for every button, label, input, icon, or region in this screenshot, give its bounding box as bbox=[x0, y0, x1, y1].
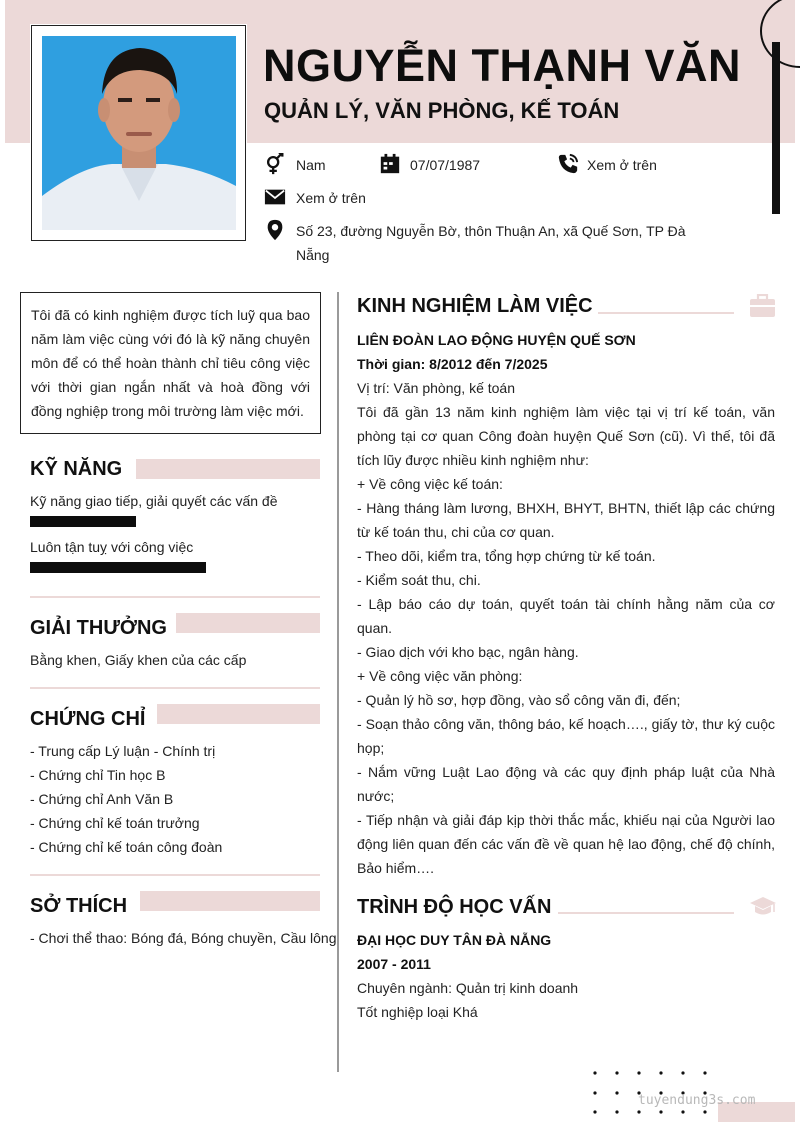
summary-box: Tôi đã có kinh nghiệm được tích luỹ qua bao năm làm việc cùng với đó là kỹ năng chuyên môn để có thể hoàn thành chỉ tiêu công việc với thời gian ngắn nhất và hoà đồng với đồng nghiệp trong môi trường làm việc mới. bbox=[20, 292, 321, 434]
address-line-1: Số 23, đường Nguyễn Bờ, thôn Thuận An, xã Quế Sơn, TP Đà bbox=[296, 223, 686, 239]
email-value: Xem ở trên bbox=[296, 190, 366, 206]
location-icon bbox=[264, 219, 286, 241]
skill-label: Luôn tận tuỵ với công việc bbox=[30, 539, 194, 555]
experience-title: KINH NGHIỆM LÀM VIỆC bbox=[357, 295, 593, 317]
section-divider bbox=[30, 596, 320, 598]
certificate-item: - Chứng chỉ kế toán trưởng bbox=[30, 815, 200, 831]
skills-title-accent bbox=[136, 459, 320, 479]
education-years: 2007 - 2011 bbox=[357, 956, 431, 972]
calendar-icon bbox=[379, 153, 401, 175]
phone-value: Xem ở trên bbox=[587, 157, 657, 173]
education-content bbox=[357, 928, 775, 1024]
hobbies-title: SỞ THÍCH bbox=[30, 895, 128, 917]
experience-line: - Hàng tháng làm lương, BHXH, BHYT, BHTN, thiết lập các chứng từ kế toán thu, chi của cơ quan. bbox=[357, 500, 775, 540]
portrait-illustration bbox=[42, 36, 236, 230]
experience-line: - Giao dịch với kho bạc, ngân hàng. bbox=[357, 644, 579, 660]
experience-line: - Kiểm soát thu, chi. bbox=[357, 572, 481, 588]
address-line-2: Nẵng bbox=[296, 247, 330, 263]
hobbies-text: - Chơi thể thao: Bóng đá, Bóng chuyền, Cầu lông bbox=[30, 930, 337, 946]
experience-line: - Tiếp nhận và giải đáp kịp thời thắc mắc, khiếu nại của Người lao động liên quan đến các vấn đề về quan hệ lao động, chế độ chính, Bảo hiểm…. bbox=[357, 812, 775, 876]
certificates-title: CHỨNG CHỈ bbox=[30, 708, 146, 730]
experience-company: LIÊN ĐOÀN LAO ĐỘNG HUYỆN QUẾ SƠN bbox=[357, 332, 636, 348]
section-divider bbox=[30, 687, 320, 689]
experience-line: - Nắm vững Luật Lao động và các quy định pháp luật của Nhà nước; bbox=[357, 764, 775, 804]
hobbies-title-accent bbox=[140, 891, 320, 911]
column-divider bbox=[337, 292, 339, 1072]
experience-line: - Lập báo cáo dự toán, quyết toán tài chính hằng năm của cơ quan. bbox=[357, 596, 775, 636]
skills-title: KỸ NĂNG bbox=[30, 458, 123, 480]
experience-line: Tôi đã gần 13 năm kinh nghiệm làm việc tại vị trí kế toán, văn phòng tại cơ quan Công đoàn huyện Quế Sơn (cũ). Vì thế, tôi đã tích lũy được nhiều kinh nghiệm như: bbox=[357, 404, 775, 468]
gender-value: Nam bbox=[296, 157, 326, 173]
gender-icon bbox=[264, 153, 286, 175]
experience-content bbox=[357, 328, 775, 880]
watermark: tuyendung3s.com bbox=[638, 1093, 756, 1108]
email-icon bbox=[264, 186, 286, 208]
experience-line: + Về công việc kế toán: bbox=[357, 476, 503, 492]
education-title: TRÌNH ĐỘ HỌC VẤN bbox=[357, 896, 552, 918]
experience-line: - Soạn thảo công văn, thông báo, kế hoạch…., giấy tờ, thư ký cuộc họp; bbox=[357, 716, 775, 756]
certificate-item: - Chứng chỉ Tin học B bbox=[30, 767, 166, 783]
briefcase-icon bbox=[749, 294, 776, 318]
education-school: ĐẠI HỌC DUY TÂN ĐÀ NẴNG bbox=[357, 932, 552, 948]
education-title-line bbox=[558, 912, 734, 914]
graduation-cap-icon bbox=[749, 896, 777, 918]
certificate-item: - Chứng chỉ Anh Văn B bbox=[30, 791, 174, 807]
awards-title-accent bbox=[176, 613, 320, 633]
phone-icon bbox=[557, 153, 579, 175]
experience-title-line bbox=[598, 312, 734, 314]
full-name: NGUYỄN THẠNH VĂN bbox=[263, 40, 742, 91]
education-major: Chuyên ngành: Quản trị kinh doanh bbox=[357, 980, 579, 996]
education-grade: Tốt nghiệp loại Khá bbox=[357, 1004, 478, 1020]
certificate-item: - Chứng chỉ kế toán công đoàn bbox=[30, 839, 223, 855]
experience-period: Thời gian: 8/2012 đến 7/2025 bbox=[357, 356, 548, 372]
experience-position: Vị trí: Văn phòng, kế toán bbox=[357, 380, 515, 396]
certificates-title-accent bbox=[157, 704, 320, 724]
decorative-bar bbox=[772, 42, 780, 214]
awards-text: Bằng khen, Giấy khen của các cấp bbox=[30, 652, 247, 668]
skill-level-bar bbox=[30, 562, 206, 573]
awards-title: GIẢI THƯỞNG bbox=[30, 617, 167, 639]
skill-level-bar bbox=[30, 516, 136, 527]
profile-photo bbox=[42, 36, 236, 230]
certificate-item: - Trung cấp Lý luận - Chính trị bbox=[30, 743, 216, 759]
skill-label: Kỹ năng giao tiếp, giải quyết các vấn đề bbox=[30, 493, 278, 509]
section-divider bbox=[30, 874, 320, 876]
experience-line: - Quản lý hồ sơ, hợp đồng, vào sổ công văn đi, đến; bbox=[357, 692, 681, 708]
job-title: QUẢN LÝ, VĂN PHÒNG, KẾ TOÁN bbox=[264, 98, 620, 123]
experience-line: - Theo dõi, kiểm tra, tổng hợp chứng từ kế toán. bbox=[357, 548, 656, 564]
birthday-value: 07/07/1987 bbox=[410, 157, 481, 173]
experience-line: + Về công việc văn phòng: bbox=[357, 668, 523, 684]
